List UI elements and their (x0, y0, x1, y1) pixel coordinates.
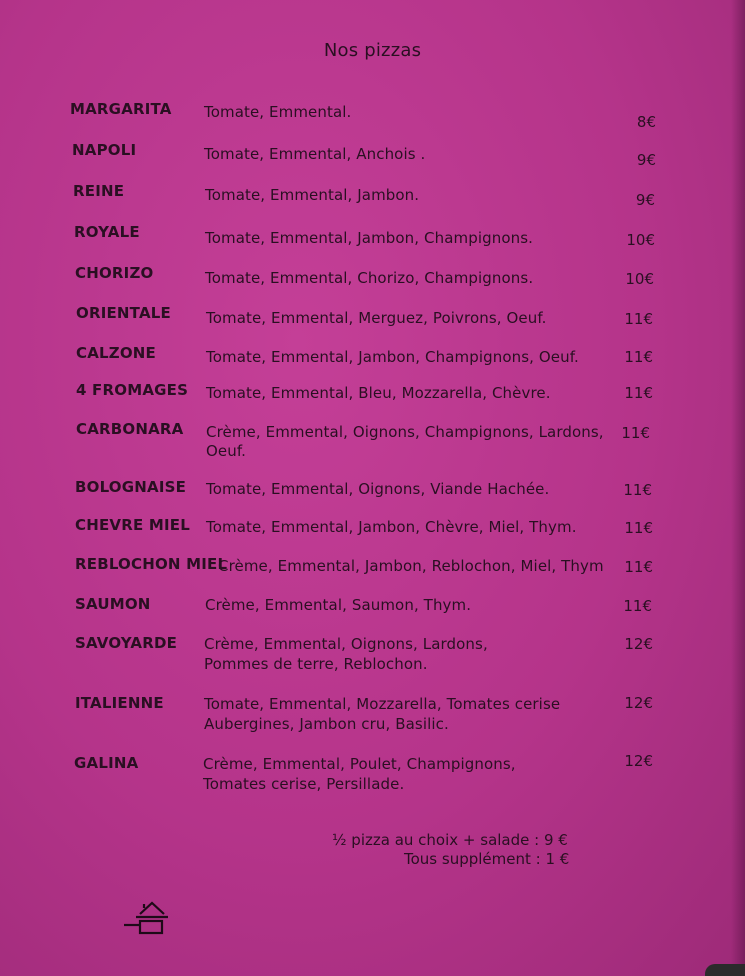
item-price: 12€ (624, 752, 653, 770)
item-description-line-2: Tomates cerise, Persillade. (203, 775, 405, 793)
item-name: REINE (73, 182, 125, 200)
half-pizza-offer: ½ pizza au choix + salade : 9 € (332, 831, 568, 849)
item-price: 12€ (624, 694, 653, 712)
item-description: Tomate, Emmental, Bleu, Mozzarella, Chèvre. (206, 384, 551, 402)
item-description: Crème, Emmental, Saumon, Thym. (205, 596, 472, 614)
item-description: Tomate, Emmental, Jambon, Champignons, Oeuf. (206, 348, 579, 366)
item-description-line-1: Crème, Emmental, Oignons, Champignons, Lardons, (206, 423, 604, 441)
item-name: GALINA (74, 754, 139, 772)
item-name: ROYALE (74, 223, 140, 241)
item-description-line-2: Aubergines, Jambon cru, Basilic. (204, 715, 449, 733)
item-description: Tomate, Emmental, Anchois . (204, 145, 426, 163)
item-description: Tomate, Emmental, Chorizo, Champignons. (205, 269, 534, 287)
item-price: 11€ (624, 310, 653, 328)
item-description-line-1: Tomate, Emmental, Mozzarella, Tomates cerise (204, 695, 561, 713)
item-price: 12€ (624, 635, 653, 653)
item-name: BOLOGNAISE (75, 478, 187, 496)
supplement-price: Tous supplément : 1 € (404, 850, 570, 868)
item-description: Tomate, Emmental, Jambon, Chèvre, Miel, Thym. (206, 518, 577, 536)
item-description: Tomate, Emmental, Merguez, Poivrons, Oeuf. (206, 309, 547, 327)
item-price: 8€ (636, 113, 656, 131)
item-price: 10€ (626, 231, 655, 249)
item-description: Crème, Emmental, Jambon, Reblochon, Miel, Thym (218, 557, 604, 575)
item-name: SAVOYARDE (75, 634, 178, 652)
item-description-line-1: Crème, Emmental, Poulet, Champignons, (203, 755, 516, 773)
item-name: SAUMON (75, 595, 151, 613)
item-description-line-2: Pommes de terre, Reblochon. (204, 655, 428, 673)
corner-overlay (705, 964, 745, 976)
item-price: 10€ (625, 270, 654, 288)
house-logo-icon (122, 900, 172, 936)
item-name: ORIENTALE (76, 304, 171, 322)
item-description-line-1: Crème, Emmental, Oignons, Lardons, (204, 635, 488, 653)
item-description: Tomate, Emmental, Jambon. (205, 186, 420, 204)
item-price: 9€ (636, 151, 656, 169)
item-price: 11€ (623, 597, 652, 615)
page-shadow-edge (731, 0, 745, 976)
item-name: ITALIENNE (75, 694, 164, 712)
item-price: 9€ (635, 191, 655, 209)
item-description: Tomate, Emmental, Jambon, Champignons. (205, 229, 533, 247)
item-name: CALZONE (76, 344, 157, 362)
item-price: 11€ (624, 558, 653, 576)
item-name: 4 FROMAGES (76, 381, 189, 399)
item-price: 11€ (621, 424, 650, 442)
item-description-line-2: Oeuf. (206, 442, 246, 460)
page-title: Nos pizzas (323, 40, 422, 61)
item-name: REBLOCHON MIEL (75, 555, 228, 573)
item-name: CHORIZO (75, 264, 154, 282)
item-name: NAPOLI (72, 141, 137, 159)
item-name: CHEVRE MIEL (75, 516, 190, 534)
item-price: 11€ (624, 348, 653, 366)
item-price: 11€ (624, 519, 653, 537)
item-name: MARGARITA (70, 100, 172, 118)
item-description: Tomate, Emmental, Oignons, Viande Hachée. (206, 480, 550, 498)
item-price: 11€ (624, 384, 653, 402)
item-price: 11€ (623, 481, 652, 499)
item-description: Tomate, Emmental. (204, 103, 352, 121)
item-name: CARBONARA (76, 420, 184, 438)
